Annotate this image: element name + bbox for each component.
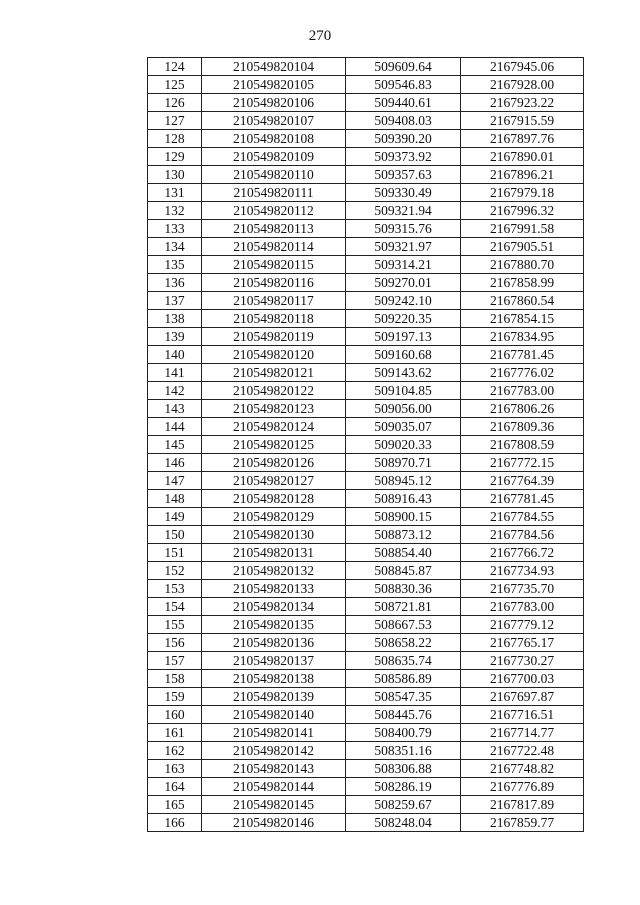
point-number-cell: 157 (148, 652, 202, 670)
y-coordinate-cell: 2167722.48 (461, 742, 584, 760)
point-id-cell: 210549820119 (202, 328, 346, 346)
point-number-cell: 165 (148, 796, 202, 814)
point-number-cell: 152 (148, 562, 202, 580)
y-coordinate-cell: 2167808.59 (461, 436, 584, 454)
x-coordinate-cell: 509020.33 (346, 436, 461, 454)
y-coordinate-cell: 2167716.51 (461, 706, 584, 724)
x-coordinate-cell: 509321.94 (346, 202, 461, 220)
x-coordinate-cell: 509270.01 (346, 274, 461, 292)
point-number-cell: 135 (148, 256, 202, 274)
table-row (148, 526, 584, 544)
point-number-cell: 144 (148, 418, 202, 436)
point-number-cell: 132 (148, 202, 202, 220)
y-coordinate-cell: 2167766.72 (461, 544, 584, 562)
x-coordinate-cell: 509440.61 (346, 94, 461, 112)
point-id-cell: 210549820120 (202, 346, 346, 364)
point-id-cell: 210549820106 (202, 94, 346, 112)
point-id-cell: 210549820115 (202, 256, 346, 274)
y-coordinate-cell: 2167854.15 (461, 310, 584, 328)
table-row (148, 454, 584, 472)
point-id-cell: 210549820123 (202, 400, 346, 418)
x-coordinate-cell: 509104.85 (346, 382, 461, 400)
x-coordinate-cell: 508900.15 (346, 508, 461, 526)
table-row (148, 778, 584, 796)
x-coordinate-cell: 508445.76 (346, 706, 461, 724)
point-id-cell: 210549820144 (202, 778, 346, 796)
point-id-cell: 210549820131 (202, 544, 346, 562)
point-number-cell: 160 (148, 706, 202, 724)
x-coordinate-cell: 509160.68 (346, 346, 461, 364)
table-row (148, 292, 584, 310)
point-number-cell: 126 (148, 94, 202, 112)
y-coordinate-cell: 2167776.89 (461, 778, 584, 796)
point-number-cell: 163 (148, 760, 202, 778)
y-coordinate-cell: 2167880.70 (461, 256, 584, 274)
point-id-cell: 210549820104 (202, 58, 346, 76)
x-coordinate-cell: 508400.79 (346, 724, 461, 742)
coordinates-table-body (148, 58, 584, 832)
point-id-cell: 210549820127 (202, 472, 346, 490)
point-id-cell: 210549820114 (202, 238, 346, 256)
table-row (148, 688, 584, 706)
table-row (148, 724, 584, 742)
point-number-cell: 127 (148, 112, 202, 130)
y-coordinate-cell: 2167915.59 (461, 112, 584, 130)
table-row (148, 274, 584, 292)
y-coordinate-cell: 2167764.39 (461, 472, 584, 490)
x-coordinate-cell: 509242.10 (346, 292, 461, 310)
y-coordinate-cell: 2167945.06 (461, 58, 584, 76)
table-row (148, 382, 584, 400)
point-number-cell: 125 (148, 76, 202, 94)
point-id-cell: 210549820145 (202, 796, 346, 814)
point-number-cell: 140 (148, 346, 202, 364)
x-coordinate-cell: 508351.16 (346, 742, 461, 760)
x-coordinate-cell: 508259.67 (346, 796, 461, 814)
x-coordinate-cell: 509314.21 (346, 256, 461, 274)
point-id-cell: 210549820137 (202, 652, 346, 670)
point-id-cell: 210549820117 (202, 292, 346, 310)
point-number-cell: 155 (148, 616, 202, 634)
table-row (148, 94, 584, 112)
point-id-cell: 210549820113 (202, 220, 346, 238)
point-number-cell: 137 (148, 292, 202, 310)
point-number-cell: 161 (148, 724, 202, 742)
table-row (148, 148, 584, 166)
table-row (148, 508, 584, 526)
y-coordinate-cell: 2167748.82 (461, 760, 584, 778)
coordinates-table (147, 57, 584, 832)
table-row (148, 202, 584, 220)
point-number-cell: 130 (148, 166, 202, 184)
point-number-cell: 153 (148, 580, 202, 598)
point-number-cell: 151 (148, 544, 202, 562)
y-coordinate-cell: 2167923.22 (461, 94, 584, 112)
y-coordinate-cell: 2167859.77 (461, 814, 584, 832)
y-coordinate-cell: 2167817.89 (461, 796, 584, 814)
point-id-cell: 210549820129 (202, 508, 346, 526)
point-id-cell: 210549820105 (202, 76, 346, 94)
table-row (148, 544, 584, 562)
y-coordinate-cell: 2167781.45 (461, 490, 584, 508)
point-id-cell: 210549820109 (202, 148, 346, 166)
point-id-cell: 210549820128 (202, 490, 346, 508)
point-number-cell: 133 (148, 220, 202, 238)
point-number-cell: 124 (148, 58, 202, 76)
point-id-cell: 210549820107 (202, 112, 346, 130)
point-id-cell: 210549820143 (202, 760, 346, 778)
table-row (148, 796, 584, 814)
point-id-cell: 210549820124 (202, 418, 346, 436)
y-coordinate-cell: 2167779.12 (461, 616, 584, 634)
x-coordinate-cell: 509390.20 (346, 130, 461, 148)
y-coordinate-cell: 2167784.56 (461, 526, 584, 544)
x-coordinate-cell: 508721.81 (346, 598, 461, 616)
y-coordinate-cell: 2167730.27 (461, 652, 584, 670)
table-row (148, 364, 584, 382)
point-id-cell: 210549820126 (202, 454, 346, 472)
point-number-cell: 136 (148, 274, 202, 292)
point-number-cell: 146 (148, 454, 202, 472)
table-row (148, 472, 584, 490)
table-row (148, 598, 584, 616)
point-id-cell: 210549820146 (202, 814, 346, 832)
table-row (148, 184, 584, 202)
y-coordinate-cell: 2167809.36 (461, 418, 584, 436)
y-coordinate-cell: 2167772.15 (461, 454, 584, 472)
table-row (148, 346, 584, 364)
y-coordinate-cell: 2167991.58 (461, 220, 584, 238)
y-coordinate-cell: 2167806.26 (461, 400, 584, 418)
point-number-cell: 128 (148, 130, 202, 148)
point-number-cell: 162 (148, 742, 202, 760)
table-row (148, 706, 584, 724)
x-coordinate-cell: 509321.97 (346, 238, 461, 256)
table-row (148, 220, 584, 238)
point-number-cell: 159 (148, 688, 202, 706)
y-coordinate-cell: 2167905.51 (461, 238, 584, 256)
table-row (148, 58, 584, 76)
point-number-cell: 158 (148, 670, 202, 688)
table-row (148, 562, 584, 580)
table-row (148, 328, 584, 346)
x-coordinate-cell: 508658.22 (346, 634, 461, 652)
x-coordinate-cell: 508845.87 (346, 562, 461, 580)
y-coordinate-cell: 2167996.32 (461, 202, 584, 220)
table-row (148, 742, 584, 760)
point-number-cell: 141 (148, 364, 202, 382)
table-row (148, 580, 584, 598)
point-id-cell: 210549820118 (202, 310, 346, 328)
x-coordinate-cell: 509373.92 (346, 148, 461, 166)
x-coordinate-cell: 509609.64 (346, 58, 461, 76)
y-coordinate-cell: 2167928.00 (461, 76, 584, 94)
x-coordinate-cell: 509408.03 (346, 112, 461, 130)
point-id-cell: 210549820108 (202, 130, 346, 148)
point-id-cell: 210549820132 (202, 562, 346, 580)
y-coordinate-cell: 2167890.01 (461, 148, 584, 166)
table-row (148, 130, 584, 148)
point-number-cell: 138 (148, 310, 202, 328)
table-row (148, 670, 584, 688)
table-row (148, 238, 584, 256)
point-id-cell: 210549820134 (202, 598, 346, 616)
y-coordinate-cell: 2167783.00 (461, 598, 584, 616)
table-row (148, 634, 584, 652)
point-id-cell: 210549820122 (202, 382, 346, 400)
x-coordinate-cell: 508667.53 (346, 616, 461, 634)
table-row (148, 652, 584, 670)
x-coordinate-cell: 508916.43 (346, 490, 461, 508)
x-coordinate-cell: 508306.88 (346, 760, 461, 778)
point-id-cell: 210549820121 (202, 364, 346, 382)
x-coordinate-cell: 508873.12 (346, 526, 461, 544)
x-coordinate-cell: 508970.71 (346, 454, 461, 472)
point-number-cell: 148 (148, 490, 202, 508)
x-coordinate-cell: 509546.83 (346, 76, 461, 94)
y-coordinate-cell: 2167834.95 (461, 328, 584, 346)
table-row (148, 256, 584, 274)
point-id-cell: 210549820135 (202, 616, 346, 634)
point-number-cell: 154 (148, 598, 202, 616)
point-number-cell: 134 (148, 238, 202, 256)
point-id-cell: 210549820138 (202, 670, 346, 688)
page-number: 270 (308, 28, 332, 44)
point-number-cell: 145 (148, 436, 202, 454)
x-coordinate-cell: 509357.63 (346, 166, 461, 184)
point-number-cell: 164 (148, 778, 202, 796)
point-number-cell: 150 (148, 526, 202, 544)
table-row (148, 814, 584, 832)
y-coordinate-cell: 2167896.21 (461, 166, 584, 184)
table-row (148, 76, 584, 94)
point-number-cell: 129 (148, 148, 202, 166)
x-coordinate-cell: 509197.13 (346, 328, 461, 346)
table-row (148, 490, 584, 508)
y-coordinate-cell: 2167776.02 (461, 364, 584, 382)
point-number-cell: 143 (148, 400, 202, 418)
x-coordinate-cell: 508945.12 (346, 472, 461, 490)
y-coordinate-cell: 2167734.93 (461, 562, 584, 580)
x-coordinate-cell: 508286.19 (346, 778, 461, 796)
table-row (148, 166, 584, 184)
point-id-cell: 210549820136 (202, 634, 346, 652)
y-coordinate-cell: 2167860.54 (461, 292, 584, 310)
x-coordinate-cell: 509330.49 (346, 184, 461, 202)
point-id-cell: 210549820130 (202, 526, 346, 544)
x-coordinate-cell: 508586.89 (346, 670, 461, 688)
y-coordinate-cell: 2167858.99 (461, 274, 584, 292)
point-id-cell: 210549820116 (202, 274, 346, 292)
y-coordinate-cell: 2167697.87 (461, 688, 584, 706)
y-coordinate-cell: 2167784.55 (461, 508, 584, 526)
y-coordinate-cell: 2167735.70 (461, 580, 584, 598)
x-coordinate-cell: 509056.00 (346, 400, 461, 418)
point-id-cell: 210549820133 (202, 580, 346, 598)
y-coordinate-cell: 2167781.45 (461, 346, 584, 364)
x-coordinate-cell: 508635.74 (346, 652, 461, 670)
table-row (148, 760, 584, 778)
x-coordinate-cell: 508547.35 (346, 688, 461, 706)
point-id-cell: 210549820110 (202, 166, 346, 184)
x-coordinate-cell: 509220.35 (346, 310, 461, 328)
table-row (148, 400, 584, 418)
point-number-cell: 156 (148, 634, 202, 652)
table-row (148, 418, 584, 436)
x-coordinate-cell: 509143.62 (346, 364, 461, 382)
x-coordinate-cell: 509315.76 (346, 220, 461, 238)
y-coordinate-cell: 2167783.00 (461, 382, 584, 400)
y-coordinate-cell: 2167979.18 (461, 184, 584, 202)
table-row (148, 616, 584, 634)
y-coordinate-cell: 2167714.77 (461, 724, 584, 742)
point-id-cell: 210549820139 (202, 688, 346, 706)
point-id-cell: 210549820125 (202, 436, 346, 454)
point-id-cell: 210549820140 (202, 706, 346, 724)
point-id-cell: 210549820141 (202, 724, 346, 742)
x-coordinate-cell: 508854.40 (346, 544, 461, 562)
x-coordinate-cell: 508830.36 (346, 580, 461, 598)
y-coordinate-cell: 2167897.76 (461, 130, 584, 148)
table-row (148, 112, 584, 130)
point-number-cell: 131 (148, 184, 202, 202)
point-id-cell: 210549820142 (202, 742, 346, 760)
point-number-cell: 142 (148, 382, 202, 400)
y-coordinate-cell: 2167765.17 (461, 634, 584, 652)
x-coordinate-cell: 508248.04 (346, 814, 461, 832)
point-number-cell: 149 (148, 508, 202, 526)
point-number-cell: 139 (148, 328, 202, 346)
y-coordinate-cell: 2167700.03 (461, 670, 584, 688)
point-id-cell: 210549820111 (202, 184, 346, 202)
point-number-cell: 166 (148, 814, 202, 832)
table-row (148, 310, 584, 328)
point-number-cell: 147 (148, 472, 202, 490)
table-row (148, 436, 584, 454)
x-coordinate-cell: 509035.07 (346, 418, 461, 436)
point-id-cell: 210549820112 (202, 202, 346, 220)
